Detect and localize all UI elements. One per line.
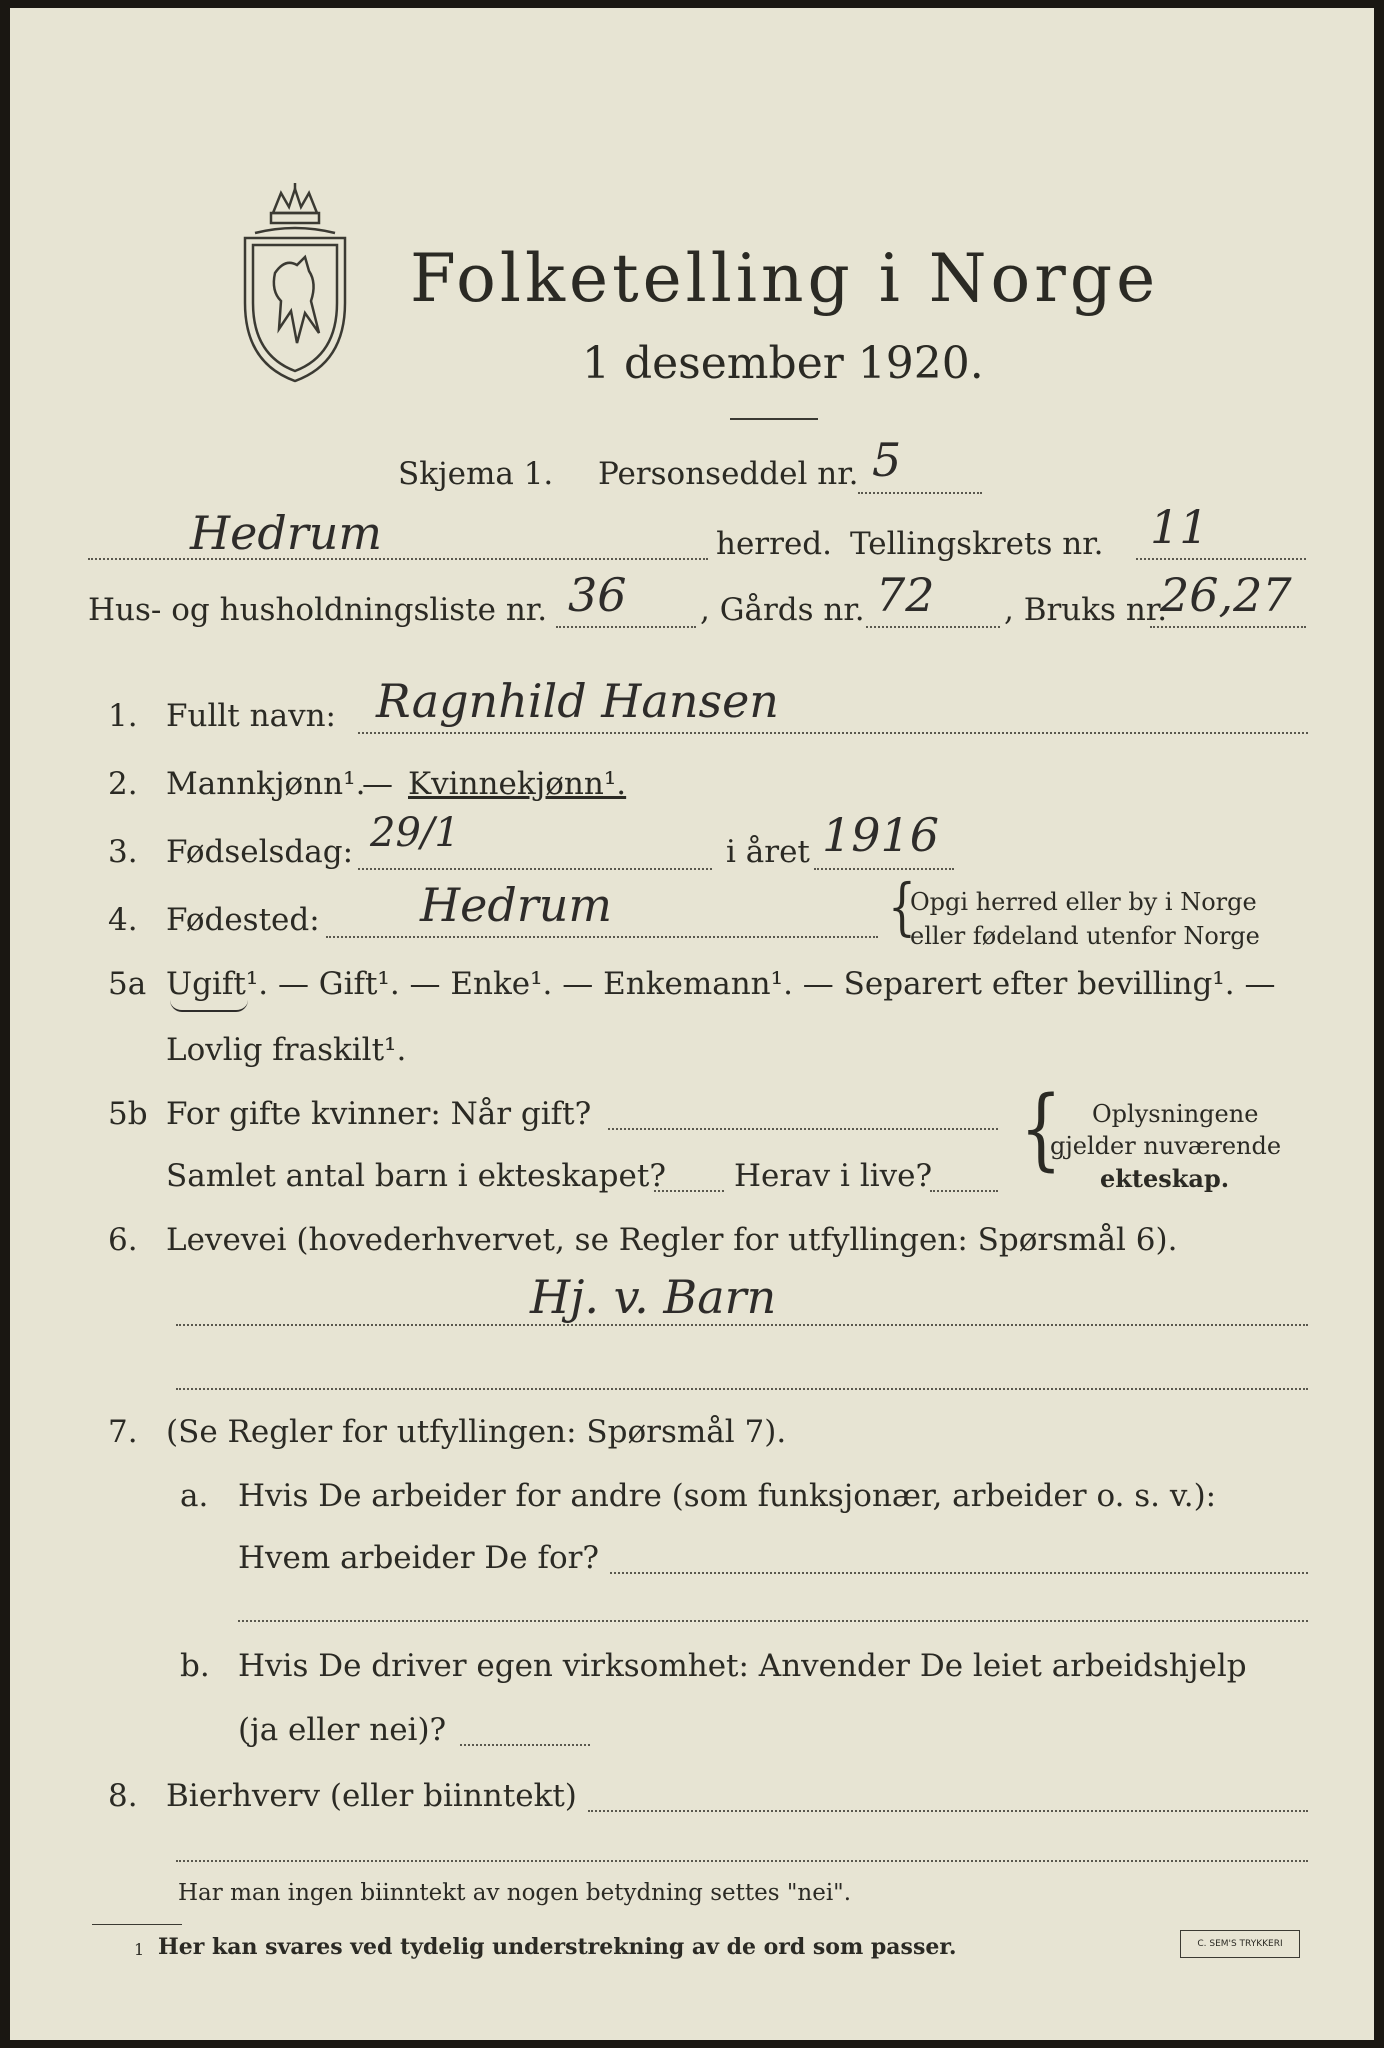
tellingskrets-label: Tellingskrets nr.: [850, 526, 1104, 562]
q7a-letter: a.: [180, 1478, 209, 1514]
q3-label: Fødselsdag:: [166, 834, 354, 870]
q4-brace: {: [888, 871, 916, 944]
census-form: [10, 8, 1374, 2040]
q4-label: Fødested:: [166, 902, 320, 938]
gender-female-underlined[interactable]: Kvinnekjønn¹.: [408, 766, 627, 802]
gender-male[interactable]: Mannkjønn¹.: [166, 766, 366, 802]
birthdate-value[interactable]: 29/1: [370, 810, 460, 856]
personseddel-value[interactable]: 5: [872, 433, 902, 487]
q7-number: 7.: [108, 1414, 138, 1450]
marital-status-divorced[interactable]: Lovlig fraskilt¹.: [166, 1032, 407, 1068]
occupation-label: Levevei (hovederhvervet, se Regler for utfyllingen: Spørsmål 6).: [166, 1222, 1178, 1258]
q5b-brace: {: [1020, 1076, 1062, 1181]
bruks-value[interactable]: 26,27: [1160, 568, 1292, 622]
header-divider: [730, 418, 818, 420]
q5b-number: 5b: [108, 1096, 148, 1132]
herred-label: herred.: [716, 526, 832, 562]
birthyear-value[interactable]: 1916: [822, 808, 940, 862]
ugift-underline: [170, 1000, 248, 1012]
children-alive-label: Herav i live?: [734, 1158, 933, 1194]
q7b-line1: Hvis De driver egen virksomhet: Anvender De leiet arbeidshjelp: [238, 1648, 1247, 1684]
birthplace-value[interactable]: Hedrum: [420, 878, 613, 932]
footnote-mark: 1: [134, 1940, 145, 1959]
occupation-value[interactable]: Hj. v. Barn: [530, 1270, 777, 1324]
q7a-line1: Hvis De arbeider for andre (som funksjonær, arbeider o. s. v.):: [238, 1478, 1217, 1514]
marital-status-options[interactable]: Ugift¹. — Gift¹. — Enke¹. — Enkemann¹. — Separert efter bevilling¹. —: [166, 966, 1276, 1002]
footnote-text: Her kan svares ved tydelig understrekning av de ord som passer.: [158, 1934, 957, 1960]
q6-number: 6.: [108, 1222, 138, 1258]
marriage-note-2: gjelder nuværende: [1050, 1132, 1282, 1160]
employer-label: Hvem arbeider De for?: [238, 1540, 600, 1576]
married-when-label: For gifte kvinner: Når gift?: [166, 1096, 592, 1132]
q1-label: Fullt navn:: [166, 698, 336, 734]
footnote-divider: [92, 1924, 182, 1925]
form-date: 1 desember 1920.: [582, 338, 984, 389]
form-title: Folketelling i Norge: [410, 240, 1160, 317]
tellingskrets-value[interactable]: 11: [1150, 500, 1209, 554]
side-income-label: Bierhverv (eller biinntekt): [166, 1778, 577, 1814]
marriage-note-3: ekteskap.: [1100, 1164, 1230, 1193]
bruks-label: , Bruks nr.: [1004, 592, 1168, 628]
marriage-note-1: Oplysningene: [1092, 1100, 1259, 1128]
gards-value[interactable]: 72: [876, 568, 935, 622]
q1-number: 1.: [108, 698, 138, 734]
children-count-label: Samlet antal barn i ekteskapet?: [166, 1158, 666, 1194]
printer-stamp: C. SEM'S TRYKKERI: [1180, 1930, 1300, 1958]
gards-label: , Gårds nr.: [700, 592, 865, 628]
footer-note: Har man ingen biinntekt av nogen betydning settes "nei".: [178, 1880, 852, 1906]
gender-separator: —: [362, 766, 393, 802]
husliste-value[interactable]: 36: [568, 568, 627, 622]
birthplace-note-line1: Opgi herred eller by i Norge: [910, 888, 1257, 916]
year-label: i året: [726, 834, 810, 870]
full-name-value[interactable]: Ragnhild Hansen: [376, 674, 779, 728]
q4-number: 4.: [108, 902, 138, 938]
norway-coat-of-arms-icon: [235, 183, 355, 388]
q7b-letter: b.: [180, 1648, 210, 1684]
husliste-label: Hus- og husholdningsliste nr.: [88, 592, 548, 628]
herred-value[interactable]: Hedrum: [190, 506, 383, 560]
schema-label: Skjema 1.: [398, 456, 554, 492]
birthplace-note-line2: eller fødeland utenfor Norge: [910, 922, 1260, 950]
personseddel-label: Personseddel nr.: [598, 456, 859, 492]
q8-number: 8.: [108, 1778, 138, 1814]
q2-number: 2.: [108, 766, 138, 802]
hired-help-label: (ja eller nei)?: [238, 1712, 447, 1748]
q3-number: 3.: [108, 834, 138, 870]
q7-label: (Se Regler for utfyllingen: Spørsmål 7).: [166, 1414, 787, 1450]
q5a-number: 5a: [108, 966, 147, 1002]
